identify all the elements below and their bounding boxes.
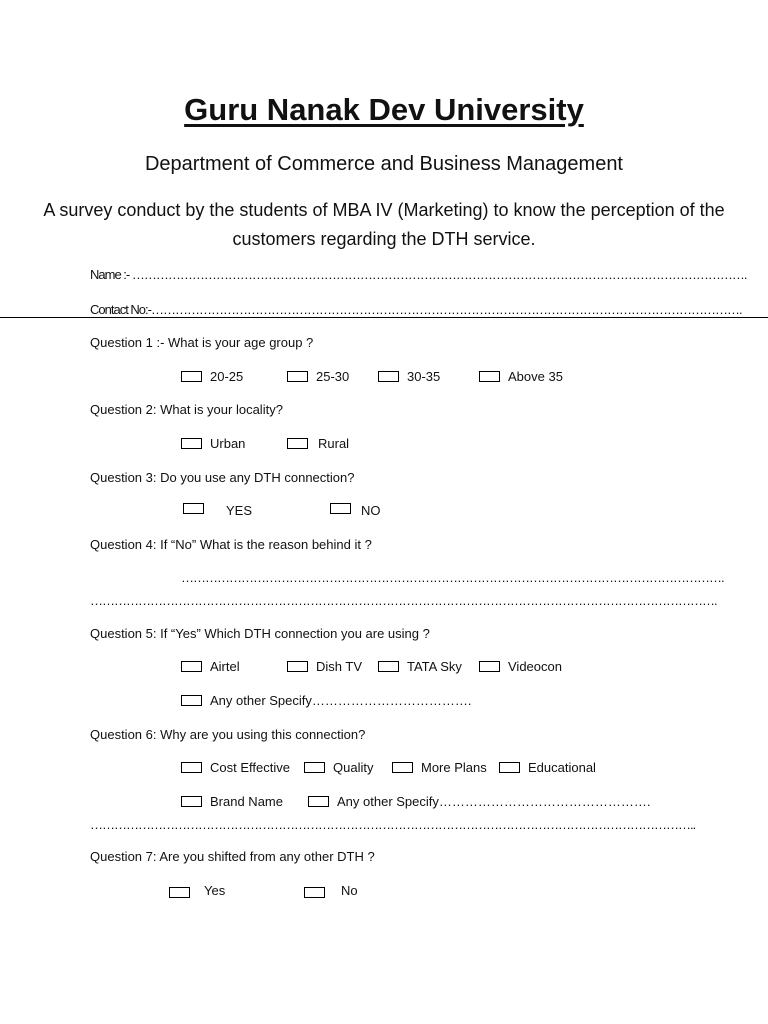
q1-option-20-25[interactable]: 20-25 <box>181 369 243 384</box>
q7-yes-checkbox[interactable] <box>169 887 190 898</box>
contact-field[interactable]: Contact No:-…………………………………………………………………………………………………………………………………. <box>90 302 742 317</box>
q2-option-urban[interactable]: Urban <box>181 436 245 451</box>
q6-option-educational[interactable]: Educational <box>499 760 596 775</box>
q4-answer-line-1[interactable]: ………………………………………………………………………………………………………………………. <box>181 570 724 585</box>
q7-option-no: No <box>341 883 358 898</box>
q4-answer-line-2[interactable]: …………………………………………………………………………………………………………………………………………. <box>90 593 717 608</box>
checkbox[interactable] <box>308 796 329 807</box>
question-7: Question 7: Are you shifted from any other DTH ? <box>90 849 375 864</box>
q5-option-any-other[interactable]: Any other Specify………………………………. <box>181 693 472 708</box>
q6-option-cost-effective[interactable]: Cost Effective <box>181 760 290 775</box>
q6-answer-line[interactable]: …………………………………………………………………………………………………………………………………….. <box>90 817 696 832</box>
q3-no-checkbox[interactable] <box>330 503 351 514</box>
checkbox[interactable] <box>479 661 500 672</box>
q1-option-above-35[interactable]: Above 35 <box>479 369 563 384</box>
department-heading: Department of Commerce and Business Management <box>144 153 623 175</box>
q1-option-25-30[interactable]: 25-30 <box>287 369 349 384</box>
question-2: Question 2: What is your locality? <box>90 402 283 417</box>
q5-option-videocon[interactable]: Videocon <box>479 659 562 674</box>
q3-option-yes: YES <box>226 503 253 518</box>
checkbox[interactable] <box>479 371 500 382</box>
q5-option-tata-sky[interactable]: TATA Sky <box>378 659 462 674</box>
q7-no-checkbox[interactable] <box>304 887 325 898</box>
survey-intro: A survey conduct by the students of MBA IV (Marketing) to know the perception of the customers regarding the DTH service. <box>43 200 725 249</box>
q7-option-yes: Yes <box>204 883 226 898</box>
checkbox[interactable] <box>304 762 325 773</box>
question-5: Question 5: If “Yes” Which DTH connection you are using ? <box>90 626 430 641</box>
checkbox[interactable] <box>181 371 202 382</box>
question-1: Question 1 :- What is your age group ? <box>90 335 314 350</box>
checkbox[interactable] <box>378 371 399 382</box>
q2-option-rural[interactable]: Rural <box>287 436 349 451</box>
question-3: Question 3: Do you use any DTH connection? <box>90 470 355 485</box>
q6-option-quality[interactable]: Quality <box>304 760 373 775</box>
checkbox[interactable] <box>499 762 520 773</box>
q5-option-airtel[interactable]: Airtel <box>181 659 240 674</box>
checkbox[interactable] <box>181 661 202 672</box>
q6-option-brand-name[interactable]: Brand Name <box>181 794 283 809</box>
checkbox[interactable] <box>181 796 202 807</box>
question-4: Question 4: If “No” What is the reason behind it ? <box>90 537 372 552</box>
checkbox[interactable] <box>287 438 308 449</box>
checkbox[interactable] <box>181 695 202 706</box>
name-field[interactable]: Name :- ………………………………………………………………………………………………………………………………………. <box>90 267 747 282</box>
q1-option-30-35[interactable]: 30-35 <box>378 369 440 384</box>
checkbox[interactable] <box>181 762 202 773</box>
q6-option-more-plans[interactable]: More Plans <box>392 760 487 775</box>
q3-option-no: NO <box>361 503 381 518</box>
q6-option-any-other[interactable]: Any other Specify…………………………………………. <box>308 794 651 809</box>
divider-line <box>0 317 768 318</box>
q5-option-dish-tv[interactable]: Dish TV <box>287 659 362 674</box>
checkbox[interactable] <box>287 371 308 382</box>
university-title: Guru Nanak Dev University <box>184 92 584 127</box>
checkbox[interactable] <box>181 438 202 449</box>
question-6: Question 6: Why are you using this connection? <box>90 727 366 742</box>
checkbox[interactable] <box>378 661 399 672</box>
q3-yes-checkbox[interactable] <box>183 503 204 514</box>
checkbox[interactable] <box>392 762 413 773</box>
checkbox[interactable] <box>287 661 308 672</box>
